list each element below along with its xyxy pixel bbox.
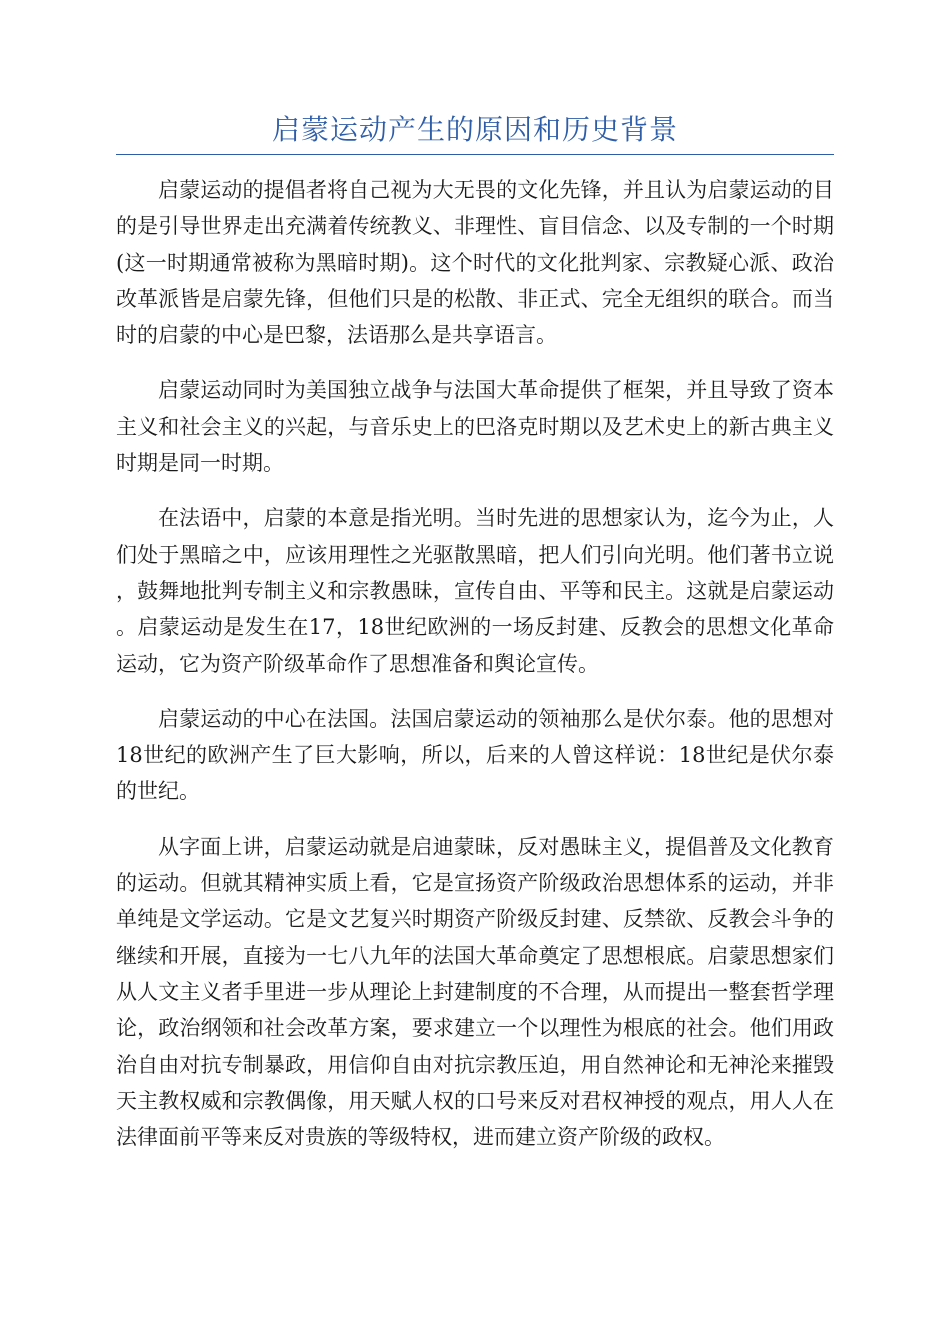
- paragraph-2: 启蒙运动同时为美国独立战争与法国大革命提供了框架，并且导致了资本主义和社会主义的兴起，与音乐史上的巴洛克时期以及艺术史上的新古典主义时期是同一时期。: [116, 378, 834, 476]
- paragraph-3: 在法语中，启蒙的本意是指光明。当时先进的思想家认为，迄今为止，人们处于黑暗之中，应该用理性之光驱散黑暗，把人们引向光明。他们著书立说，鼓舞地批判专制主义和宗教愚昧，宣传自由、平等和民主。这就是启蒙运动。启蒙运动是发生在17，18世纪欧洲的一场反封建、反教会的思想文化革命运动，它为资产阶级革命作了思想准备和舆论宣传。: [116, 506, 834, 676]
- paragraph-1: 启蒙运动的提倡者将自己视为大无畏的文化先锋，并且认为启蒙运动的目的是引导世界走出充满着传统教义、非理性、盲目信念、以及专制的一个时期(这一时期通常被称为黑暗时期)。这个时代的文化批判家、宗教疑心派、政治改革派皆是启蒙先锋，但他们只是的松散、非正式、完全无组织的联合。而当时的启蒙的中心是巴黎，法语那么是共享语言。: [116, 178, 834, 348]
- title-block: [116, 108, 834, 155]
- document-title: 启蒙运动产生的原因和历史背景: [271, 113, 678, 146]
- paragraph-5: 从字面上讲，启蒙运动就是启迪蒙昧，反对愚昧主义，提倡普及文化教育的运动。但就其精神实质上看，它是宣扬资产阶级政治思想体系的运动，并非单纯是文学运动。它是文艺复兴时期资产阶级反封建、反禁欲、反教会斗争的继续和开展，直接为一七八九年的法国大革命奠定了思想根底。启蒙思想家们从人文主义者手里进一步从理论上封建制度的不合理，从而提出一整套哲学理论，政治纲领和社会改革方案，要求建立一个以理性为根底的社会。他们用政治自由对抗专制暴政，用信仰自由对抗宗教压迫，用自然神论和无神沦来摧毁天主教权威和宗教偶像，用天赋人权的口号来反对君权神授的观点，用人人在法律面前平等来反对贵族的等级特权，进而建立资产阶级的政权。: [116, 834, 834, 1150]
- document-body: [116, 172, 834, 1174]
- title-underline: [116, 154, 834, 155]
- paragraph-4: 启蒙运动的中心在法国。法国启蒙运动的领袖那么是伏尔泰。他的思想对18世纪的欧洲产生了巨大影响，所以，后来的人曾这样说：18世纪是伏尔泰的世纪。: [116, 706, 834, 804]
